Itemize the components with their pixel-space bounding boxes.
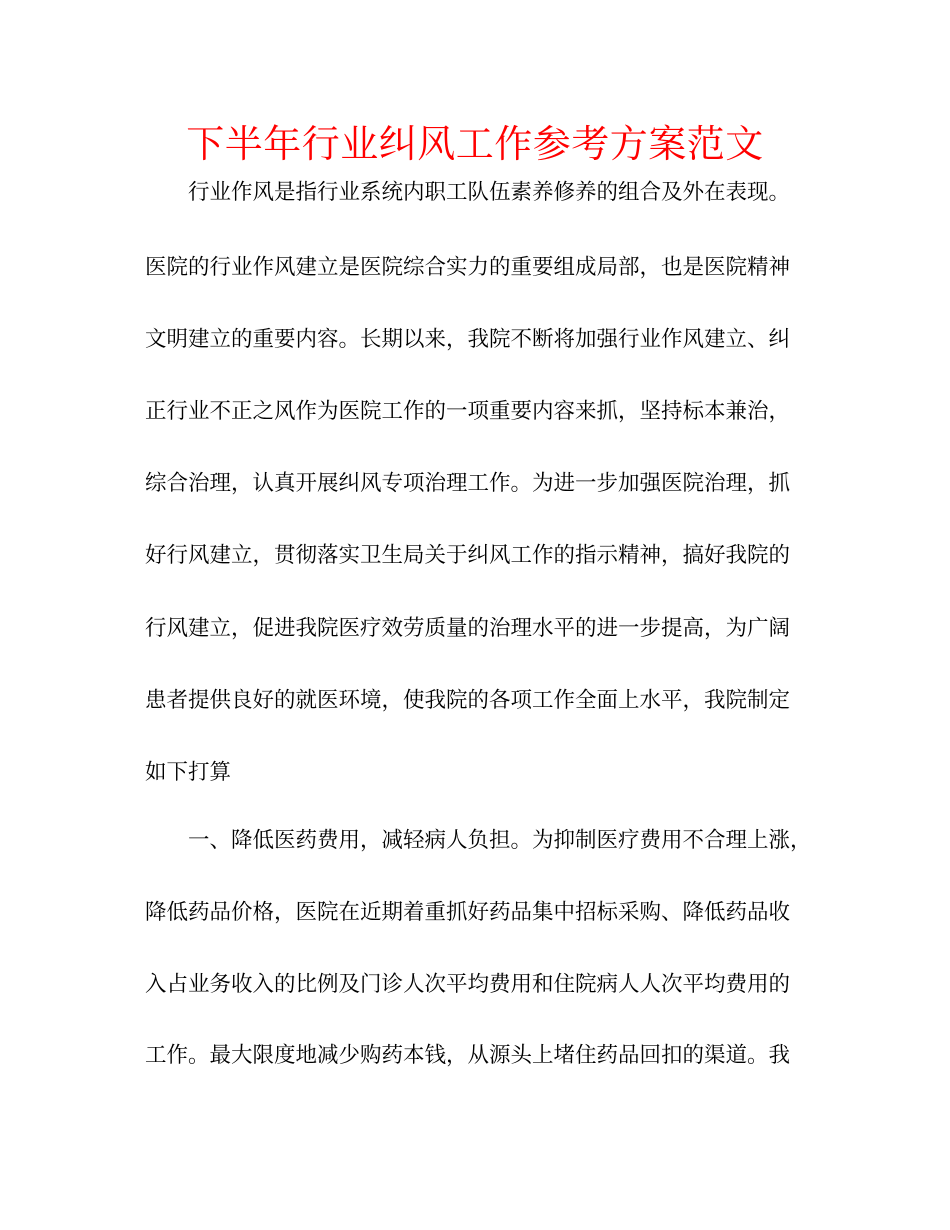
body-line-9: 如下打算 xyxy=(145,760,232,785)
body-line-7: 行风建立，促进我院医疗效劳质量的治理水平的进一步提高，为广阔 xyxy=(145,616,791,641)
body-line-11: 降低药品价格，医院在近期着重抓好药品集中招标采购、降低药品收 xyxy=(145,900,791,925)
body-line-5: 综合治理，认真开展纠风专项治理工作。为进一步加强医院治理，抓 xyxy=(145,471,791,496)
body-line-1: 行业作风是指行业系统内职工队伍素养修养的组合及外在表现。 xyxy=(188,180,791,205)
body-line-13: 工作。最大限度地减少购药本钱，从源头上堵住药品回扣的渠道。我 xyxy=(145,1043,791,1068)
body-line-12: 入占业务收入的比例及门诊人次平均费用和住院病人人次平均费用的 xyxy=(145,972,791,997)
body-line-3: 文明建立的重要内容。长期以来，我院不断将加强行业作风建立、纠 xyxy=(145,327,791,352)
body-line-8: 患者提供良好的就医环境，使我院的各项工作全面上水平，我院制定 xyxy=(145,688,791,713)
document-title: 下半年行业纠风工作参考方案范文 xyxy=(186,122,764,166)
body-line-2: 医院的行业作风建立是医院综合实力的重要组成局部，也是医院精神 xyxy=(145,255,791,280)
body-line-10: 一、降低医药费用，减轻病人负担。为抑制医疗费用不合理上涨， xyxy=(188,828,812,853)
body-line-6: 好行风建立，贯彻落实卫生局关于纠风工作的指示精神，搞好我院的 xyxy=(145,543,791,568)
body-line-4: 正行业不正之风作为医院工作的一项重要内容来抓，坚持标本兼治， xyxy=(145,399,791,424)
